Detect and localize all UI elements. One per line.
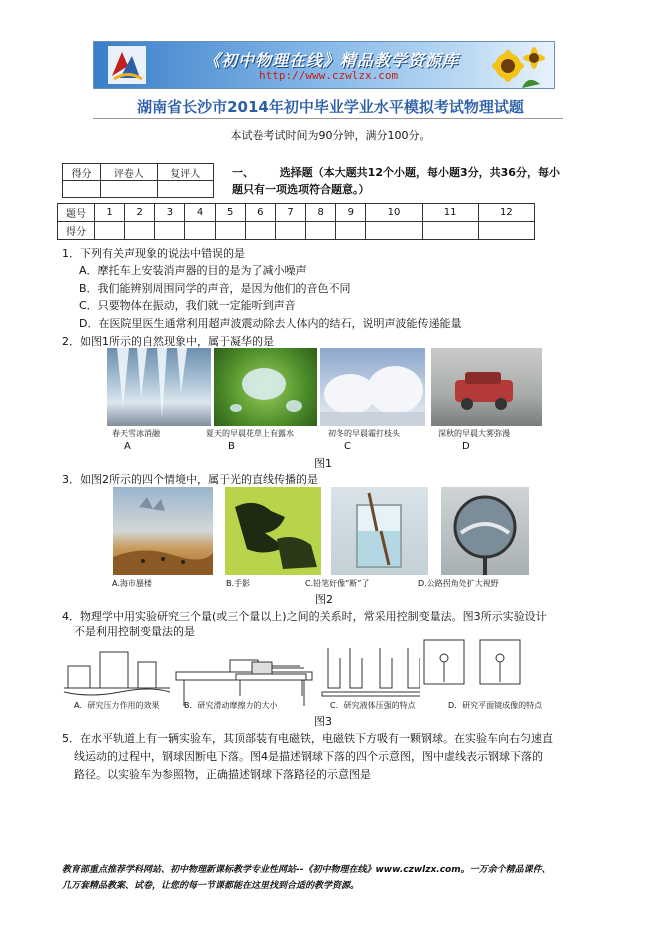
- banner-url: http://www.czwlzx.com: [259, 69, 399, 82]
- q3-caption-d: D.公路拐角处扩大视野: [418, 579, 499, 588]
- grader-header-reviewer: 复评人: [157, 164, 213, 181]
- footer-line-1: 教育部重点推荐学科网站、初中物理新课标教学专业性网站--《初中物理在线》www.czwlzx.com。一万余个精品课件、: [62, 865, 551, 875]
- q5-stem-line2: 线运动的过程中，钢球因断电下落。图4是描述钢球下落的四个示意图，图中虚线表示钢球下落的: [74, 750, 543, 763]
- grader-cell: [101, 181, 157, 198]
- q1-option-a: A．摩托车上安装消声器的目的是为了减小噪声: [79, 264, 307, 277]
- q4-caption-c: C．研究液体压强的特点: [330, 701, 416, 710]
- q3-photo-pencil: [331, 487, 428, 575]
- sunflower-icon: [488, 44, 548, 88]
- q1-option-c: C．只要物体在振动，我们就一定能听到声音: [79, 299, 296, 312]
- footer-line-2: 几万套精品教案、试卷，让您的每一节课都能在这里找到合适的教学资源。: [62, 881, 360, 891]
- q4-stem-line1: 4．物理学中用实验研究三个量(或三个量以上)之间的关系时，常采用控制变量法。图3所示实验设计: [62, 610, 547, 623]
- q2-caption-b: 夏天的早晨花草上有露水: [206, 429, 294, 438]
- q2-letter-a: A: [124, 441, 131, 452]
- score-cell: [245, 222, 275, 240]
- q2-photo-dew: [214, 348, 317, 426]
- score-cell: [478, 222, 534, 240]
- page-footer: [62, 862, 602, 894]
- q4-diagram-liquid-pressure: [320, 638, 430, 708]
- hand-shadow-icon: [225, 487, 321, 575]
- logo-icon: [108, 46, 146, 84]
- score-table-number: 12: [478, 204, 534, 222]
- q3-caption-b: B.手影: [226, 579, 251, 588]
- q5-stem-line3: 路径。以实验车为参照物，正确描述钢球下落路径的示意图是: [74, 768, 371, 781]
- q3-caption-a: A.海市蜃楼: [112, 579, 152, 588]
- score-table-number: 1: [95, 204, 125, 222]
- grader-cell: [63, 181, 101, 198]
- q2-letter-b: B: [228, 441, 235, 452]
- q2-caption-d: 深秋的早晨大雾弥漫: [438, 429, 510, 438]
- q4-stem-line2: 不是利用控制变量法的是: [74, 625, 195, 638]
- score-cell: [422, 222, 478, 240]
- score-table-number: 11: [422, 204, 478, 222]
- banner-title: 《初中物理在线》精品教学资源库: [204, 51, 460, 70]
- q2-photo-frost: [320, 348, 425, 426]
- q2-photo-fog: [431, 348, 542, 426]
- q4-caption-d: D．研究平面镜成像的特点: [448, 701, 543, 710]
- score-cell: [185, 222, 215, 240]
- q3-photo-convex-mirror: [441, 487, 529, 575]
- q4-caption-b: B．研究滑动摩擦力的大小: [184, 701, 278, 710]
- q2-letter-c: C: [344, 441, 351, 452]
- score-cell: [215, 222, 245, 240]
- score-table-number: 2: [125, 204, 155, 222]
- score-cell: [366, 222, 422, 240]
- score-table-label-score: 得分: [58, 222, 95, 240]
- q4-diagram-plane-mirror: [420, 636, 532, 706]
- q5-stem-line1: 5．在水平轨道上有一辆实验车，其顶部装有电磁铁，电磁铁下方吸有一颗钢球。在实验车向右匀速直: [62, 732, 553, 745]
- convex-mirror-icon: [441, 487, 529, 575]
- car-icon: [431, 348, 542, 426]
- q1-option-d: D．在医院里医生通常利用超声波震动除去人体内的结石，说明声波能传递能量: [79, 317, 462, 330]
- q3-stem: 3．如图2所示的四个情境中，属于光的直线传播的是: [62, 473, 318, 486]
- score-table-number: 8: [306, 204, 336, 222]
- section-number: 一、: [232, 166, 254, 179]
- q2-letter-d: D: [462, 441, 470, 452]
- frost-tree-icon: [320, 348, 425, 426]
- q3-caption-c: C.铅笔好像“断”了: [305, 579, 370, 588]
- grader-header-score: 得分: [63, 164, 101, 181]
- q4-figure-label: 图3: [314, 715, 332, 728]
- q4-caption-a: A．研究压力作用的效果: [74, 701, 160, 710]
- title-divider: [93, 118, 563, 119]
- score-table: [57, 203, 535, 240]
- q2-caption-c: 初冬的早晨霜打枝头: [328, 429, 400, 438]
- score-table-number: 6: [245, 204, 275, 222]
- q2-figure-label: 图1: [314, 457, 332, 470]
- score-table-number: 7: [275, 204, 305, 222]
- score-cell: [125, 222, 155, 240]
- score-cell: [306, 222, 336, 240]
- q2-caption-a: 春天雪冰消融: [112, 429, 160, 438]
- q3-figure-label: 图2: [315, 593, 333, 606]
- exam-title: 湖南省长沙市2014年初中毕业学业水平模拟考试物理试题: [137, 98, 524, 116]
- score-cell: [336, 222, 366, 240]
- q3-photo-mirage: [113, 487, 213, 575]
- q3-photo-shadow: [225, 487, 321, 575]
- q2-stem: 2．如图1所示的自然现象中，属于凝华的是: [62, 335, 274, 348]
- section-heading-text: 选择题（本大题共12个小题，每小题3分，共36分，每小题只有一项选项符合题意。）: [232, 166, 560, 196]
- section-heading: [232, 164, 562, 198]
- pencil-in-glass-icon: [331, 487, 428, 575]
- score-table-number: 3: [155, 204, 185, 222]
- q2-photo-ice-melting: [107, 348, 211, 426]
- exam-subtitle: 本试卷考试时间为90分钟，满分100分。: [230, 129, 431, 142]
- icicle-icon: [107, 348, 211, 426]
- score-table-number: 9: [336, 204, 366, 222]
- grader-table: [62, 163, 214, 198]
- score-cell: [95, 222, 125, 240]
- score-cell: [275, 222, 305, 240]
- q1-stem: 1．下列有关声现象的说法中错误的是: [62, 247, 245, 260]
- grader-header-grader: 评卷人: [101, 164, 157, 181]
- q1-option-b: B．我们能辨别周围同学的声音，是因为他们的音色不同: [79, 282, 351, 295]
- desert-mirage-icon: [113, 487, 213, 575]
- grader-cell: [157, 181, 213, 198]
- score-table-label-number: 题号: [58, 204, 95, 222]
- score-cell: [155, 222, 185, 240]
- score-table-number: 5: [215, 204, 245, 222]
- dewdrop-icon: [214, 348, 317, 426]
- banner: [93, 41, 555, 89]
- score-table-number: 4: [185, 204, 215, 222]
- score-table-number: 10: [366, 204, 422, 222]
- q4-diagram-friction-2: [232, 648, 312, 698]
